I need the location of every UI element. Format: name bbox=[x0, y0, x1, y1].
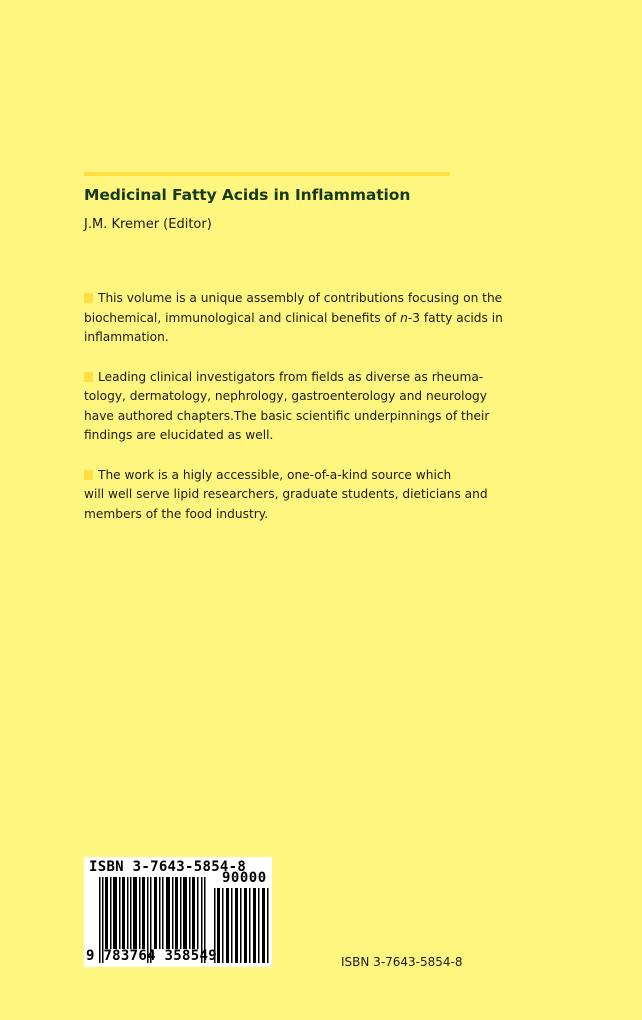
book-author: J.M. Kremer (Editor) bbox=[84, 217, 212, 232]
barcode-ean-digits: 9 783764 358549 bbox=[86, 948, 217, 964]
description-paragraph-2: Leading clinical investigators from fields as diverse as rheuma- tology, dermatology, nephrology, gastroenterology and neurology have authored chapters.The basic scientific underpinnings of their findings are elucidated as well. bbox=[84, 369, 490, 442]
book-description bbox=[84, 289, 503, 544]
barcode-addon-digits: 90000 bbox=[222, 870, 267, 886]
description-paragraph-1: This volume is a unique assembly of contributions focusing on the biochemical, immunological and clinical benefits of n-3 fatty acids in inflammation. bbox=[84, 291, 503, 344]
square-bullet-icon bbox=[84, 470, 93, 480]
square-bullet-icon bbox=[84, 372, 93, 382]
square-bullet-icon bbox=[84, 293, 93, 303]
top-accent-rule bbox=[84, 172, 450, 176]
barcode-isbn-label: ISBN 3-7643-5854-8 bbox=[89, 859, 247, 875]
footer-isbn: ISBN 3-7643-5854-8 bbox=[341, 955, 463, 969]
addon-bars-icon bbox=[214, 888, 270, 963]
description-paragraph-3: The work is a higly accessible, one-of-a-kind source which will well serve lipid researchers, graduate students, dieticians and members of the food industry. bbox=[84, 467, 488, 521]
isbn-barcode bbox=[84, 857, 272, 967]
book-title: Medicinal Fatty Acids in Inflammation bbox=[84, 186, 411, 204]
